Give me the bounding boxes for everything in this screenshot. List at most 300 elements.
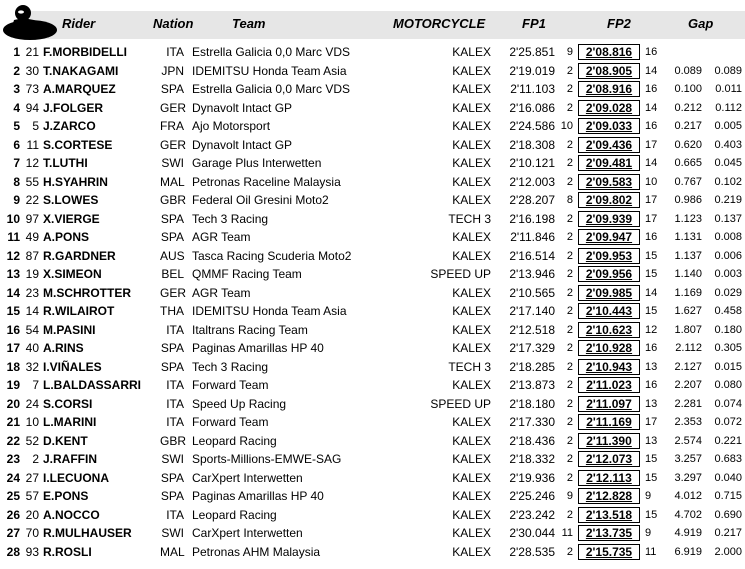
team-name: Speed Up Racing <box>192 396 287 411</box>
motorcycle: KALEX <box>452 174 491 189</box>
gap-to-previous: 0.008 <box>714 231 742 243</box>
gap-to-previous: 0.690 <box>714 508 742 521</box>
team-name: Federal Oil Gresini Moto2 <box>192 193 329 207</box>
fp1-lap: 2 <box>566 101 573 114</box>
fp1-time: 2'18.436 <box>509 433 555 448</box>
rider-number: 24 <box>25 396 39 411</box>
team-name: Petronas AHM Malaysia <box>192 544 321 559</box>
rider-name: R.WILAIROT <box>43 304 115 318</box>
rider-number: 20 <box>25 507 39 522</box>
rider-number: 2 <box>32 452 39 466</box>
fp1-time: 2'12.003 <box>509 174 555 189</box>
position: 24 <box>6 470 20 485</box>
fp2-lap: 15 <box>645 249 658 262</box>
fp1-time: 2'30.044 <box>509 526 555 540</box>
team-name: Forward Team <box>192 415 269 429</box>
motorcycle: TECH 3 <box>448 359 491 374</box>
fp2-lap: 17 <box>645 212 658 225</box>
nation-code: GER <box>160 285 187 300</box>
fp2-lap: 14 <box>645 157 658 169</box>
motorcycle: KALEX <box>452 119 491 133</box>
nation-code: GER <box>160 137 187 152</box>
gap-to-first: 1.140 <box>674 268 702 280</box>
fp1-lap: 2 <box>566 434 573 447</box>
position: 10 <box>6 211 20 226</box>
fp2-lap: 11 <box>645 545 657 558</box>
gap-to-first: 1.627 <box>674 305 702 317</box>
rider-number: 11 <box>26 137 39 152</box>
fp1-time: 2'17.140 <box>509 304 555 318</box>
team-name: Tasca Racing Scuderia Moto2 <box>192 248 352 263</box>
fp1-lap: 2 <box>566 453 573 465</box>
gap-to-first: 0.767 <box>674 175 702 188</box>
rider-number: 93 <box>25 544 39 559</box>
gap-to-first: 2.281 <box>674 397 702 410</box>
gap-to-first: 4.919 <box>674 527 702 539</box>
rider-number: 22 <box>25 193 39 207</box>
table-row <box>0 432 745 451</box>
gap-to-previous: 0.072 <box>714 416 742 428</box>
fp2-time: 2'09.583 <box>578 174 640 190</box>
fp1-time: 2'16.514 <box>509 248 555 263</box>
fp1-lap: 2 <box>566 508 573 521</box>
position: 2 <box>13 63 20 78</box>
motorcycle: KALEX <box>452 156 491 170</box>
motorcycle: SPEED UP <box>430 267 491 281</box>
fp2-time: 2'09.947 <box>578 229 640 245</box>
fp1-lap: 2 <box>566 379 573 391</box>
motorcycle: KALEX <box>452 489 491 503</box>
fp1-lap: 2 <box>566 397 573 410</box>
gap-to-previous: 0.045 <box>714 157 742 169</box>
rider-name: J.ZARCO <box>43 119 96 133</box>
motorcycle: KALEX <box>452 378 491 392</box>
rider-name: S.CORTESE <box>43 137 113 152</box>
gap-to-first: 0.217 <box>674 120 702 132</box>
fp2-time: 2'12.113 <box>578 470 640 486</box>
motorcycle: SPEED UP <box>430 396 491 411</box>
fp2-lap: 14 <box>645 101 658 114</box>
results-table <box>0 43 745 561</box>
team-name: IDEMITSU Honda Team Asia <box>192 304 347 318</box>
fp1-time: 2'10.565 <box>509 285 555 300</box>
position: 11 <box>7 230 20 244</box>
fp2-lap: 16 <box>645 83 658 95</box>
gap-to-first: 1.169 <box>674 286 702 299</box>
gap-to-first: 0.620 <box>674 138 702 151</box>
fp1-time: 2'12.518 <box>509 322 555 337</box>
fp1-time: 2'18.332 <box>509 452 555 466</box>
fp2-lap: 17 <box>645 138 658 151</box>
position: 5 <box>13 119 20 133</box>
header-gap: Gap <box>688 16 714 31</box>
fp1-time: 2'25.851 <box>509 45 555 59</box>
nation-code: AUS <box>160 248 185 263</box>
gap-to-previous: 0.003 <box>714 268 742 280</box>
gap-to-previous: 0.458 <box>714 305 742 317</box>
table-row <box>0 117 745 136</box>
nation-code: SWI <box>161 452 184 466</box>
rider-number: 87 <box>25 248 39 263</box>
table-row <box>0 395 745 414</box>
team-name: CarXpert Interwetten <box>192 470 303 485</box>
rider-name: H.SYAHRIN <box>43 174 108 189</box>
fp2-time: 2'09.436 <box>578 137 640 153</box>
nation-code: ITA <box>166 378 184 392</box>
gap-to-previous: 0.089 <box>714 64 742 77</box>
rider-number: 55 <box>25 174 39 189</box>
position: 1 <box>13 45 20 59</box>
fp2-time: 2'10.928 <box>578 340 640 356</box>
rider-number: 49 <box>25 230 39 244</box>
fp2-lap: 15 <box>645 471 658 484</box>
rider-number: 10 <box>25 415 39 429</box>
rider-number: 52 <box>25 433 39 448</box>
table-row <box>0 321 745 340</box>
gap-to-previous: 0.015 <box>714 360 742 373</box>
rider-number: 27 <box>25 470 39 485</box>
nation-code: SPA <box>160 230 184 244</box>
fp1-lap: 11 <box>561 527 573 539</box>
motorcycle: KALEX <box>452 137 491 152</box>
fp1-time: 2'25.246 <box>509 489 555 503</box>
fp1-time: 2'18.180 <box>509 396 555 411</box>
fp2-lap: 10 <box>645 175 658 188</box>
motorcycle: KALEX <box>452 230 491 244</box>
fp2-time: 2'11.390 <box>578 433 640 449</box>
header-team: Team <box>232 16 266 31</box>
gap-to-previous: 2.000 <box>714 545 742 558</box>
position: 15 <box>6 304 20 318</box>
fp2-lap: 16 <box>645 342 658 354</box>
rider-name: S.CORSI <box>43 396 93 411</box>
fp2-lap: 13 <box>645 434 658 447</box>
fp2-time: 2'09.033 <box>578 118 640 134</box>
fp2-time: 2'08.916 <box>578 81 640 97</box>
fp1-lap: 2 <box>566 471 573 484</box>
gap-to-previous: 0.217 <box>714 527 742 539</box>
header-fp2: FP2 <box>607 16 631 31</box>
fp1-lap: 2 <box>566 268 573 280</box>
position: 8 <box>13 174 20 189</box>
gap-to-previous: 0.403 <box>714 138 742 151</box>
rider-number: 73 <box>25 82 39 96</box>
fp2-time: 2'09.802 <box>578 192 640 208</box>
rider-name: J.RAFFIN <box>43 452 97 466</box>
table-row <box>0 210 745 229</box>
gap-to-previous: 0.102 <box>714 175 742 188</box>
rider-number: 5 <box>32 119 39 133</box>
fp2-time: 2'09.939 <box>578 211 640 227</box>
fp1-lap: 2 <box>566 157 573 169</box>
nation-code: SPA <box>160 341 184 355</box>
gap-to-first: 3.297 <box>674 471 702 484</box>
table-row <box>0 339 745 358</box>
fp1-time: 2'16.198 <box>509 211 555 226</box>
team-name: Paginas Amarillas HP 40 <box>192 341 324 355</box>
nation-code: ITA <box>166 45 184 59</box>
fp2-lap: 9 <box>645 527 652 539</box>
gap-to-first: 1.137 <box>674 249 702 262</box>
table-row <box>0 302 745 321</box>
fp1-lap: 2 <box>566 138 573 151</box>
nation-code: JPN <box>161 63 184 78</box>
rider-number: 19 <box>25 267 39 281</box>
fp1-lap: 2 <box>566 212 573 225</box>
fp1-time: 2'16.086 <box>509 100 555 115</box>
rider-number: 40 <box>25 341 39 355</box>
team-name: Paginas Amarillas HP 40 <box>192 489 324 503</box>
team-name: Italtrans Racing Team <box>192 322 308 337</box>
fp2-lap: 13 <box>645 360 658 373</box>
fp1-lap: 2 <box>566 175 573 188</box>
fp2-time: 2'09.985 <box>578 285 640 301</box>
nation-code: GER <box>160 100 187 115</box>
table-row <box>0 80 745 99</box>
gap-to-first: 4.012 <box>674 490 702 502</box>
fp1-lap: 2 <box>566 323 573 336</box>
fp2-lap: 16 <box>645 231 658 243</box>
fp1-time: 2'24.586 <box>509 119 555 133</box>
motorcycle: KALEX <box>452 193 491 207</box>
nation-code: SWI <box>161 526 184 540</box>
fp2-lap: 14 <box>645 64 658 77</box>
nation-code: SPA <box>160 359 184 374</box>
fp2-time: 2'08.816 <box>578 44 640 60</box>
fp1-time: 2'19.936 <box>509 470 555 485</box>
header-nation: Nation <box>153 16 194 31</box>
table-row <box>0 506 745 525</box>
team-name: AGR Team <box>192 230 251 244</box>
table-row <box>0 62 745 81</box>
gap-to-first: 0.986 <box>674 194 702 206</box>
nation-code: BEL <box>161 267 184 281</box>
rider-name: M.PASINI <box>43 322 96 337</box>
rider-name: L.MARINI <box>43 415 97 429</box>
rider-name: J.FOLGER <box>43 100 104 115</box>
fp2-lap: 17 <box>645 194 658 206</box>
rider-number: 32 <box>25 359 39 374</box>
rider-name: A.NOCCO <box>43 507 100 522</box>
rider-name: A.MARQUEZ <box>43 82 116 96</box>
gap-to-first: 1.123 <box>674 212 702 225</box>
gap-to-previous: 0.011 <box>715 83 742 95</box>
rider-number: 7 <box>32 378 39 392</box>
gap-to-first: 1.131 <box>674 231 702 243</box>
fp2-lap: 13 <box>645 397 658 410</box>
position: 12 <box>6 248 20 263</box>
rider-name: I.LECUONA <box>43 470 109 485</box>
nation-code: ITA <box>166 322 184 337</box>
fp2-lap: 15 <box>645 453 658 465</box>
fp1-lap: 2 <box>566 231 573 243</box>
motorcycle: KALEX <box>452 285 491 300</box>
nation-code: ITA <box>166 415 184 429</box>
fp1-lap: 8 <box>566 194 573 206</box>
team-name: Estrella Galicia 0,0 Marc VDS <box>192 82 351 96</box>
gap-to-previous: 0.683 <box>714 453 742 465</box>
gap-to-first: 0.089 <box>674 64 702 77</box>
rider-name: F.MORBIDELLI <box>43 45 127 59</box>
team-name: Forward Team <box>192 378 269 392</box>
rider-name: R.GARDNER <box>43 248 116 263</box>
fp2-time: 2'12.073 <box>578 451 640 467</box>
fp2-time: 2'10.443 <box>578 303 640 319</box>
fp1-lap: 2 <box>566 286 573 299</box>
gap-to-previous: 0.219 <box>714 194 742 206</box>
fp1-time: 2'17.330 <box>509 415 555 429</box>
fp1-time: 2'11.846 <box>510 230 555 244</box>
position: 22 <box>6 433 20 448</box>
motorcycle: KALEX <box>452 63 491 78</box>
fp2-time: 2'13.735 <box>578 525 640 541</box>
fp2-lap: 9 <box>645 490 652 502</box>
gap-to-previous: 0.715 <box>714 490 742 502</box>
table-header <box>0 0 745 42</box>
fp1-time: 2'28.207 <box>509 193 555 207</box>
gap-to-previous: 0.006 <box>714 249 742 262</box>
team-name: CarXpert Interwetten <box>192 526 303 540</box>
fp2-time: 2'09.956 <box>578 266 640 282</box>
fp1-time: 2'18.308 <box>509 137 555 152</box>
header-rider: Rider <box>62 16 96 31</box>
gap-to-first: 1.807 <box>674 323 702 336</box>
fp1-lap: 2 <box>566 64 573 77</box>
nation-code: GBR <box>160 433 187 448</box>
fp1-time: 2'11.103 <box>510 82 555 96</box>
fp1-time: 2'17.329 <box>509 341 555 355</box>
position: 7 <box>13 156 20 170</box>
position: 27 <box>6 526 20 540</box>
fp2-lap: 15 <box>645 305 658 317</box>
position: 23 <box>6 452 20 466</box>
nation-code: SPA <box>160 82 184 96</box>
fp1-lap: 9 <box>566 490 573 502</box>
rider-name: R.MULHAUSER <box>43 526 132 540</box>
motorcycle: KALEX <box>452 507 491 522</box>
team-name: Tech 3 Racing <box>192 359 269 374</box>
fp2-lap: 15 <box>645 268 658 280</box>
rider-name: L.BALDASSARRI <box>43 378 141 392</box>
gap-to-previous: 0.074 <box>714 397 742 410</box>
table-row <box>0 524 745 543</box>
fp2-time: 2'11.023 <box>578 377 640 393</box>
motorcycle: KALEX <box>452 415 491 429</box>
rider-number: 14 <box>25 304 39 318</box>
team-name: Petronas Raceline Malaysia <box>192 174 341 189</box>
fp2-time: 2'12.828 <box>578 488 640 504</box>
motorcycle: KALEX <box>452 526 491 540</box>
rider-number: 54 <box>25 322 39 337</box>
position: 4 <box>13 100 20 115</box>
gap-to-first: 6.919 <box>674 545 702 558</box>
gap-to-first: 3.257 <box>674 453 702 465</box>
table-row <box>0 284 745 303</box>
gap-to-first: 2.112 <box>675 342 702 354</box>
fp1-lap: 9 <box>566 46 573 58</box>
rider-name: S.LOWES <box>43 193 99 207</box>
rider-number: 30 <box>25 63 39 78</box>
rider-number: 97 <box>25 211 39 226</box>
position: 19 <box>6 378 20 392</box>
header-bar <box>18 11 745 39</box>
table-row <box>0 543 745 562</box>
gap-to-first: 2.207 <box>674 379 702 391</box>
nation-code: THA <box>160 304 184 318</box>
nation-code: MAL <box>160 174 185 189</box>
position: 16 <box>6 322 20 337</box>
rider-number: 21 <box>25 45 39 59</box>
table-row <box>0 358 745 377</box>
position: 17 <box>6 341 20 355</box>
motorcycle: KALEX <box>452 341 491 355</box>
team-name: AGR Team <box>192 285 251 300</box>
fp2-time: 2'11.169 <box>578 414 640 430</box>
fp1-time: 2'18.285 <box>509 359 555 374</box>
gap-to-previous: 0.180 <box>714 323 742 336</box>
fp2-lap: 15 <box>645 508 658 521</box>
fp2-lap: 16 <box>645 46 658 58</box>
gap-to-first: 2.353 <box>674 416 702 428</box>
fp2-lap: 16 <box>645 120 658 132</box>
fp1-lap: 2 <box>566 249 573 262</box>
motorcycle: KALEX <box>452 304 491 318</box>
nation-code: MAL <box>160 544 185 559</box>
gap-to-first: 2.574 <box>674 434 702 447</box>
fp2-lap: 12 <box>645 323 658 336</box>
rider-name: D.KENT <box>43 433 88 448</box>
rider-name: R.ROSLI <box>43 544 92 559</box>
fp1-time: 2'19.019 <box>509 63 555 78</box>
team-name: Garage Plus Interwetten <box>192 156 322 170</box>
team-name: QMMF Racing Team <box>192 267 302 281</box>
nation-code: SPA <box>160 211 184 226</box>
fp1-lap: 2 <box>566 416 573 428</box>
gap-to-previous: 0.029 <box>714 286 742 299</box>
fp2-time: 2'15.735 <box>578 544 640 560</box>
gap-to-previous: 0.040 <box>714 471 742 484</box>
table-row <box>0 191 745 210</box>
position: 20 <box>6 396 20 411</box>
fp2-time: 2'09.028 <box>578 100 640 116</box>
rider-name: M.SCHROTTER <box>43 285 131 300</box>
nation-code: ITA <box>166 507 184 522</box>
table-row <box>0 43 745 62</box>
fp2-time: 2'11.097 <box>578 396 640 412</box>
motorcycle: KALEX <box>452 470 491 485</box>
fp1-lap: 2 <box>566 342 573 354</box>
gap-to-first: 0.100 <box>674 83 702 95</box>
nation-code: GBR <box>160 193 187 207</box>
table-row <box>0 265 745 284</box>
team-name: IDEMITSU Honda Team Asia <box>192 63 347 78</box>
nation-code: FRA <box>160 119 184 133</box>
motorcycle: KALEX <box>452 452 491 466</box>
rider-name: A.PONS <box>43 230 90 244</box>
table-row <box>0 376 745 395</box>
gap-to-previous: 0.005 <box>714 120 742 132</box>
team-name: Tech 3 Racing <box>192 211 269 226</box>
fp2-lap: 14 <box>645 286 658 299</box>
fp2-time: 2'08.905 <box>578 63 640 79</box>
table-row <box>0 99 745 118</box>
fp2-time: 2'10.623 <box>578 322 640 338</box>
position: 28 <box>6 544 20 559</box>
motorcycle: KALEX <box>452 248 491 263</box>
rider-name: X.SIMEON <box>43 267 102 281</box>
table-row <box>0 469 745 488</box>
position: 21 <box>6 415 20 429</box>
